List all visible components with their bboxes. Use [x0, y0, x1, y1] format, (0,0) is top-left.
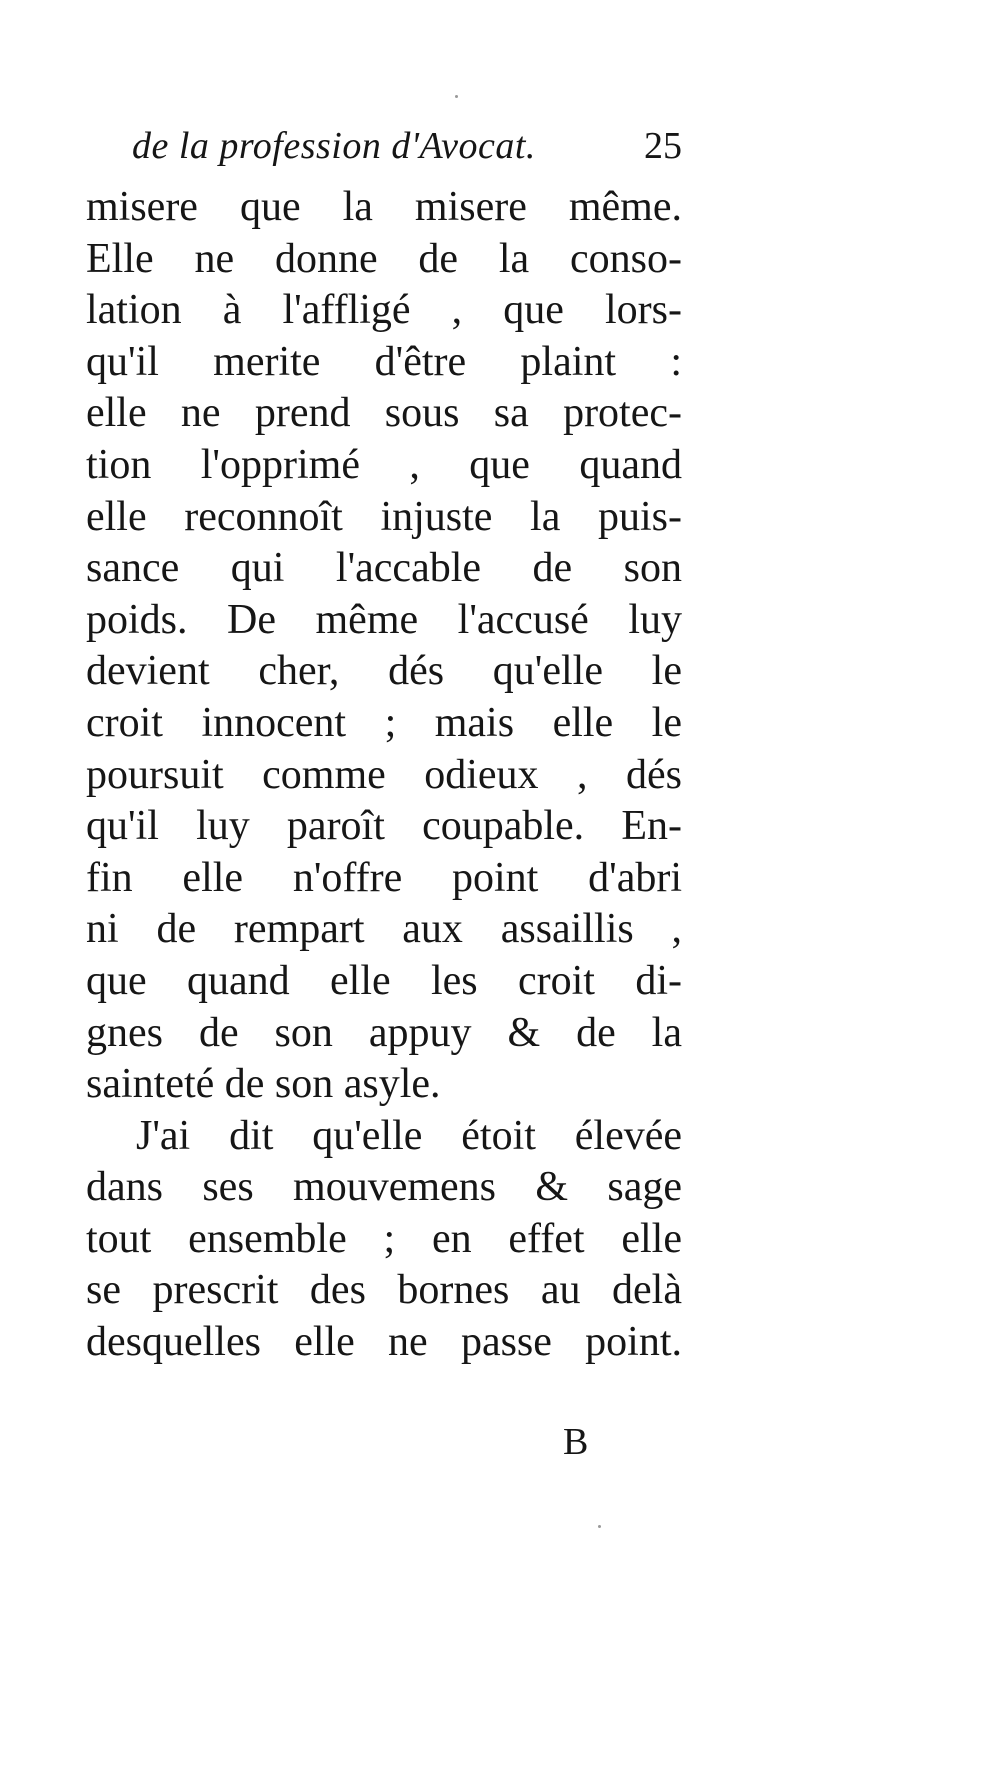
- signature-mark: B: [563, 1421, 589, 1463]
- page-number: 25: [644, 125, 682, 167]
- text-line: tout ensemble ; en effet elle: [86, 1215, 682, 1262]
- text-line: qu'il luy paroît coupable. En-: [86, 803, 682, 850]
- text-line: elle reconnoît injuste la puis-: [86, 493, 682, 540]
- text-line: poids. De même l'accusé luy: [86, 596, 682, 643]
- text-line: Elle ne donne de la conso-: [86, 235, 682, 282]
- paragraph-end-line: sainteté de son asyle.: [86, 1061, 441, 1108]
- text-line: dans ses mouvemens & sage: [86, 1164, 682, 1211]
- paper-speck: [455, 95, 458, 98]
- text-line: croit innocent ; mais elle le: [86, 699, 682, 746]
- text-line: misere que la misere même.: [86, 184, 682, 230]
- text-line: tion l'opprimé , que quand: [86, 441, 682, 488]
- paragraph-start-line: J'ai dit qu'elle étoit élevée: [136, 1112, 682, 1159]
- text-line: lation à l'affligé , que lors-: [86, 287, 682, 334]
- paper-speck: [598, 1525, 601, 1528]
- text-line: desquelles elle ne passe point.: [86, 1319, 682, 1366]
- text-line: elle ne prend sous sa protec-: [86, 390, 682, 437]
- text-line: se prescrit des bornes au delà: [86, 1267, 682, 1314]
- page-header: [132, 120, 682, 180]
- text-line: sance qui l'accable de son: [86, 545, 682, 592]
- body-text: [86, 182, 682, 1369]
- text-line: qu'il merite d'être plaint :: [86, 338, 682, 385]
- text-line: gnes de son appuy & de la: [86, 1009, 682, 1056]
- text-line: devient cher, dés qu'elle le: [86, 648, 682, 695]
- text-line: ni de rempart aux assaillis ,: [86, 906, 682, 953]
- text-line: fin elle n'offre point d'abri: [86, 854, 682, 901]
- text-line: poursuit comme odieux , dés: [86, 751, 682, 798]
- text-line: que quand elle les croit di-: [86, 957, 682, 1004]
- running-head: de la profession d'Avocat.: [132, 125, 536, 167]
